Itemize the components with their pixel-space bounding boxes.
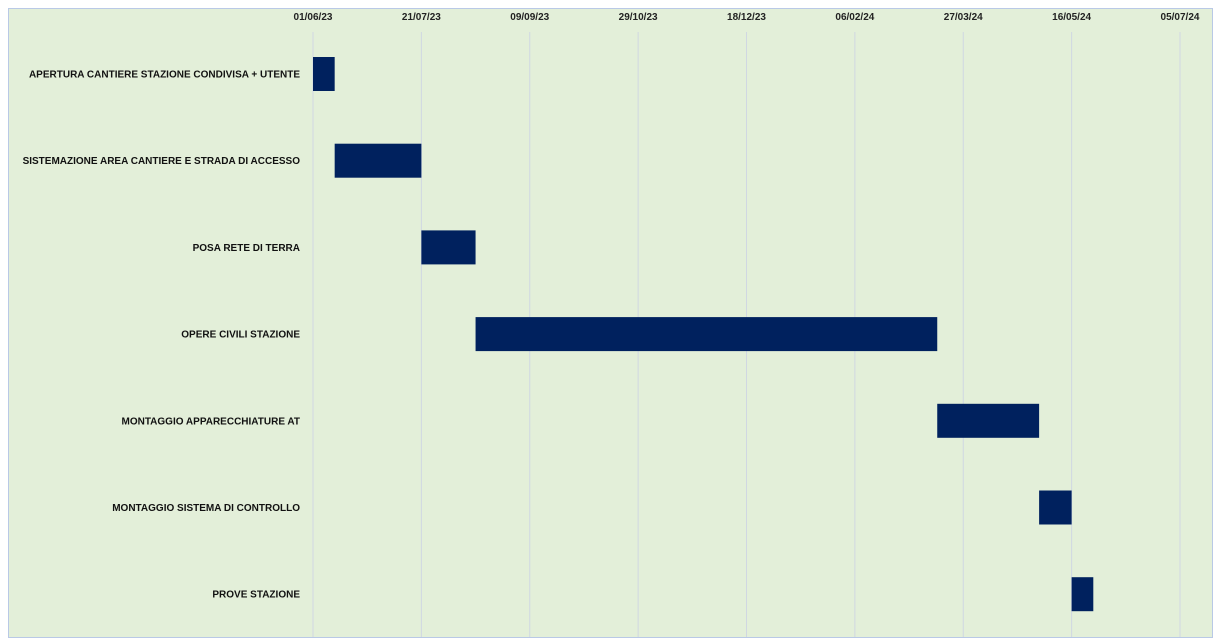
task-label: POSA RETE DI TERRA bbox=[192, 242, 300, 254]
task-label: PROVE STAZIONE bbox=[212, 589, 300, 601]
task-bar bbox=[313, 57, 335, 91]
x-tick-label: 27/03/24 bbox=[943, 12, 983, 23]
x-tick-label: 01/06/23 bbox=[293, 12, 333, 23]
task-bar bbox=[937, 404, 1039, 438]
task-bar bbox=[1039, 491, 1072, 525]
x-tick-label: 21/07/23 bbox=[401, 12, 441, 23]
task-bar bbox=[476, 317, 938, 351]
x-tick-label: 06/02/24 bbox=[835, 12, 875, 23]
x-tick-label: 09/09/23 bbox=[510, 12, 550, 23]
task-label: SISTEMAZIONE AREA CANTIERE E STRADA DI ACCESSO bbox=[22, 156, 300, 168]
task-label: MONTAGGIO SISTEMA DI CONTROLLO bbox=[112, 503, 300, 514]
x-axis-tick-labels bbox=[294, 12, 1200, 23]
task-label: APERTURA CANTIERE STAZIONE CONDIVISA + UTENTE bbox=[28, 69, 300, 81]
task-label: OPERE CIVILI STAZIONE bbox=[181, 329, 300, 341]
x-tick-label: 05/07/24 bbox=[1160, 12, 1200, 23]
x-tick-label: 29/10/23 bbox=[618, 12, 658, 23]
task-bar bbox=[335, 144, 422, 178]
x-tick-label: 16/05/24 bbox=[1052, 12, 1092, 23]
x-tick-label: 18/12/23 bbox=[727, 12, 766, 23]
task-bar bbox=[1072, 577, 1094, 611]
task-label: MONTAGGIO APPARECCHIATURE AT bbox=[121, 416, 300, 428]
task-bar bbox=[421, 230, 475, 264]
